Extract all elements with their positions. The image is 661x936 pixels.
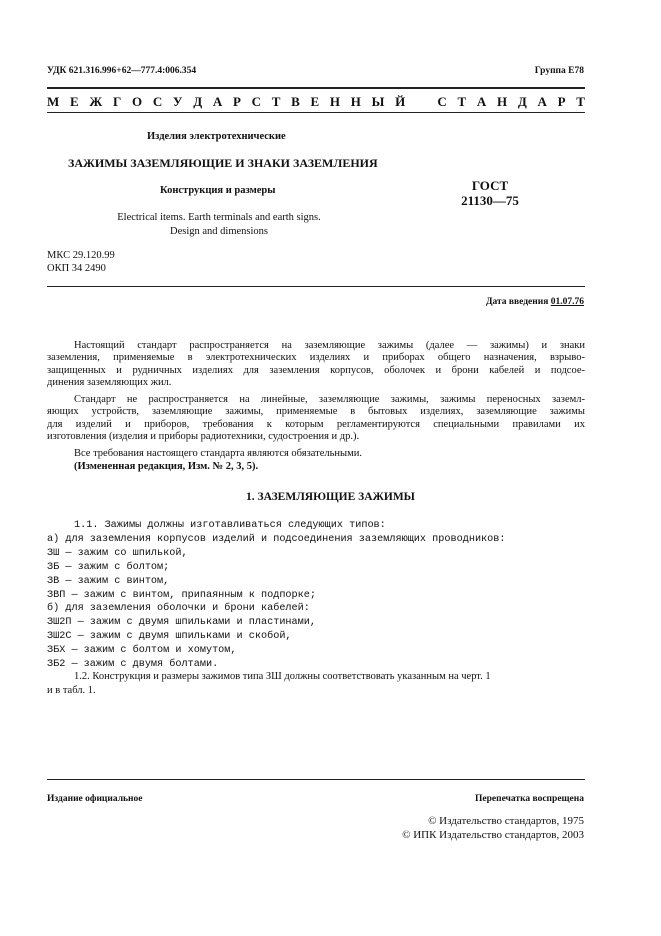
okp-code: ОКП 34 2490	[47, 263, 106, 274]
product-category: Изделия электротехнические	[147, 131, 286, 142]
clause-1-2-line1: 1.2. Конструкция и размеры зажимов типа ЗШ должны соответствовать указанным на черт. 1	[74, 671, 491, 682]
clause-1-2-line2: и в табл. 1.	[47, 685, 96, 696]
intro-date-value: 01.07.76	[550, 297, 584, 307]
text-line: изготовления (изделия и приборы радиотехники, судостроения и др.).	[47, 431, 360, 443]
mks-code: МКС 29.120.99	[47, 250, 115, 261]
list-item: ЗБ2 — зажим с двумя болтами.	[47, 659, 219, 671]
item-a: а) для заземления корпусов изделий и подсоединения заземляющих проводников:	[47, 533, 506, 545]
udk-code: УДК 621.316.996+62—777.4:006.354	[47, 66, 197, 76]
clause-1-1: 1.1. Зажимы должны изготавливаться следующих типов:	[74, 520, 386, 531]
text-line: яющих устройств, заземляющие зажимы, применяемые в бытовых изделиях, заземляющие зажимы	[47, 406, 585, 418]
text-line: заземления, применяемые в электротехнических изделиях и приборах общего назначения, взрыво-	[47, 352, 585, 364]
intro-date	[486, 297, 584, 307]
document-subtitle: Конструкция и размеры	[160, 185, 276, 196]
document-title: ЗАЖИМЫ ЗАЗЕМЛЯЮЩИЕ И ЗНАКИ ЗАЗЕМЛЕНИЯ	[68, 156, 378, 170]
text-line: защищенных и рудничных изделиях для заземления корпусов, оболочек и брони кабелей и подсое-	[47, 364, 585, 376]
list-item: ЗШ — зажим со шпилькой,	[47, 547, 188, 559]
list-item: ЗШ2П — зажим с двумя шпильками и пластинами,	[47, 617, 316, 629]
section-heading: 1. ЗАЗЕМЛЯЮЩИЕ ЗАЖИМЫ	[246, 491, 415, 503]
text-line: для изделий и приборов, требования к которым регламентируются специальными правилами их	[47, 418, 585, 430]
list-item: ЗВ — зажим с винтом,	[47, 575, 170, 587]
footer-rule	[47, 779, 585, 780]
intro-date-label: Дата введения	[485, 297, 549, 307]
top-rule	[47, 87, 585, 89]
standard-banner: М Е Ж Г О С У Д А Р С Т В Е Н Н Ы Й С Т А Н Д А Р Т	[47, 94, 585, 109]
gost-number: 21130—75	[461, 193, 519, 208]
item-b: б) для заземления оболочки и брони кабелей:	[47, 603, 310, 615]
list-item: ЗШ2С — зажим с двумя шпильками и скобой,	[47, 631, 292, 643]
gost-label: ГОСТ	[471, 178, 509, 193]
list-item: ЗБ — зажим с болтом;	[47, 561, 170, 573]
official-edition: Издание официальное	[47, 794, 143, 804]
reprint-notice: Перепечатка воспрещена	[474, 794, 584, 804]
list-item: ЗБХ — зажим с болтом и хомутом,	[47, 645, 237, 657]
copyright-2003: © ИПК Издательство стандартов, 2003	[402, 829, 584, 841]
text-line: динения заземляющих жил.	[47, 377, 172, 389]
english-title-line1: Electrical items. Earth terminals and earth signs.	[117, 212, 321, 223]
title-rule	[47, 286, 585, 287]
terminal-types-list	[47, 519, 506, 672]
amendment-note: (Измененная редакция, Изм. № 2, 3, 5).	[74, 461, 259, 472]
banner-rule	[47, 112, 585, 113]
list-item: ЗВП — зажим с винтом, припаянным к подпорке;	[47, 589, 316, 601]
exclusions-paragraph	[47, 394, 585, 444]
english-title-line2: Design and dimensions	[170, 226, 268, 237]
mandatory-note: Все требования настоящего стандарта являются обязательными.	[74, 448, 362, 459]
text-line: Настоящий стандарт распространяется на заземляющие зажимы (далее — зажимы) и знаки	[74, 340, 585, 351]
scope-paragraph	[47, 340, 585, 390]
text-line: Стандарт не распространяется на линейные, заземляющие зажимы, зажимы переносных заземл-	[74, 394, 585, 405]
group-code: Группа Е78	[534, 66, 584, 76]
copyright-1975: © Издательство стандартов, 1975	[428, 815, 584, 827]
